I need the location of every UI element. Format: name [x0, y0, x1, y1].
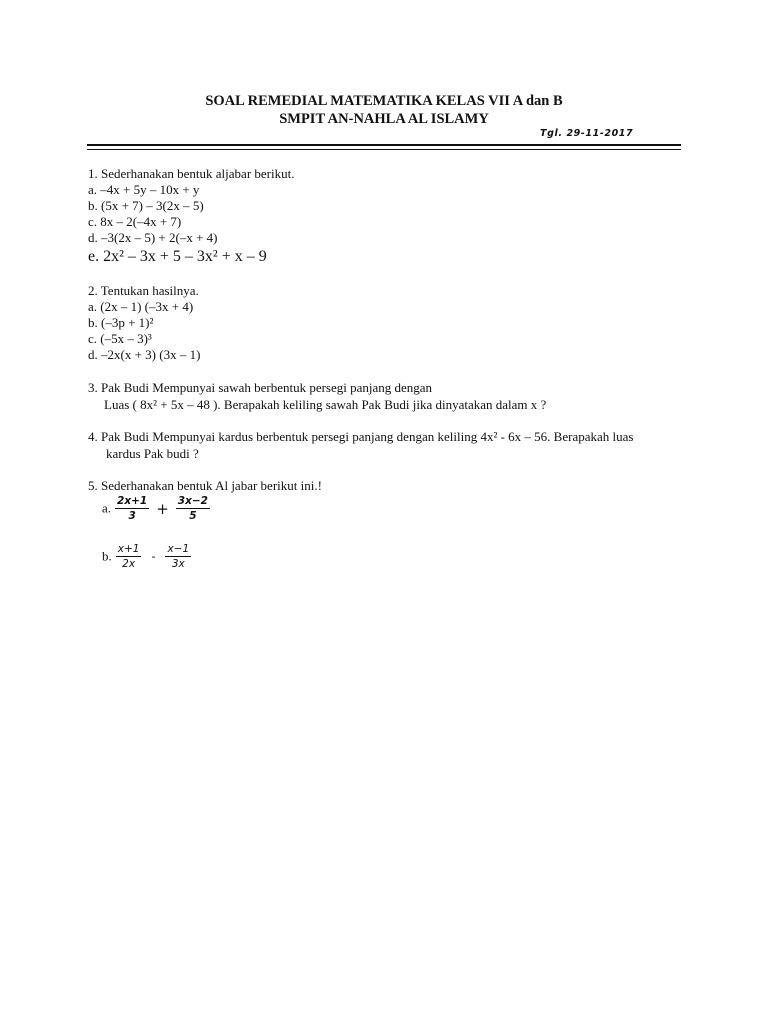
fraction-a-2 — [176, 494, 210, 523]
fraction-a-1-denominator: 3 — [128, 510, 136, 522]
question-2-item-c: c. (–5x – 3)³ — [88, 331, 152, 346]
document-title: SOAL REMEDIAL MATEMATIKA KELAS VII A dan B — [205, 93, 563, 109]
fraction-b-2-numerator: x−1 — [167, 543, 190, 555]
fraction-b-1 — [116, 542, 142, 571]
question-1-item-d: d. –3(2x – 5) + 2(–x + 4) — [88, 230, 218, 245]
question-1-item-e: e. 2x² – 3x + 5 – 3x² + x – 9 — [88, 248, 267, 265]
item-a-label: a. — [102, 500, 112, 516]
fraction-b-2-denominator: 3x — [171, 558, 185, 570]
question-2-item-b: b. (–3p + 1)² — [88, 315, 154, 330]
fraction-a-2-denominator: 5 — [189, 510, 197, 522]
question-1-item-c: c. 8x – 2(–4x + 7) — [88, 214, 182, 229]
school-name: SMPIT AN-NAHLA AL ISLAMY — [279, 111, 489, 127]
question-3-line-1: 3. Pak Budi Mempunyai sawah berbentuk persegi panjang dengan — [88, 380, 433, 395]
question-4-line-1: 4. Pak Budi Mempunyai kardus berbentuk persegi panjang dengan keliling 4x² - 6x – 56. Berapakah luas — [88, 429, 634, 444]
question-2-item-d: d. –2x(x + 3) (3x – 1) — [88, 347, 201, 362]
question-5-item-a — [102, 494, 210, 523]
question-2-stem: 2. Tentukan hasilnya. — [88, 283, 199, 298]
question-4-line-2: kardus Pak budi ? — [106, 446, 199, 461]
question-3-line-2: Luas ( 8x² + 5x – 48 ). Berapakah keliling sawah Pak Budi jika dinyatakan dalam x ? — [104, 397, 547, 412]
minus-operator: - — [151, 549, 156, 563]
fraction-a-1-numerator: 2x+1 — [117, 495, 148, 507]
question-2-item-a: a. (2x – 1) (–3x + 4) — [88, 299, 194, 314]
question-1-stem: 1. Sederhanakan bentuk aljabar berikut. — [88, 166, 295, 181]
fraction-b-2 — [165, 542, 191, 571]
question-1-item-b: b. (5x + 7) – 3(2x – 5) — [88, 198, 204, 213]
header-rule-thin — [87, 149, 681, 150]
question-1-item-a: a. –4x + 5y – 10x + y — [88, 182, 200, 197]
document-date: Tgl. 29-11-2017 — [540, 128, 634, 139]
header-rule-thick — [87, 144, 681, 146]
item-b-label: b. — [102, 548, 112, 564]
fraction-b-1-denominator: 2x — [122, 558, 136, 570]
question-5-stem: 5. Sederhanakan bentuk Al jabar berikut ini.! — [88, 478, 322, 493]
fraction-a-2-numerator: 3x−2 — [177, 495, 208, 507]
plus-operator: + — [156, 499, 169, 518]
fraction-b-1-numerator: x+1 — [117, 543, 140, 555]
fraction-a-1 — [115, 494, 149, 523]
question-5-item-b — [102, 542, 191, 571]
